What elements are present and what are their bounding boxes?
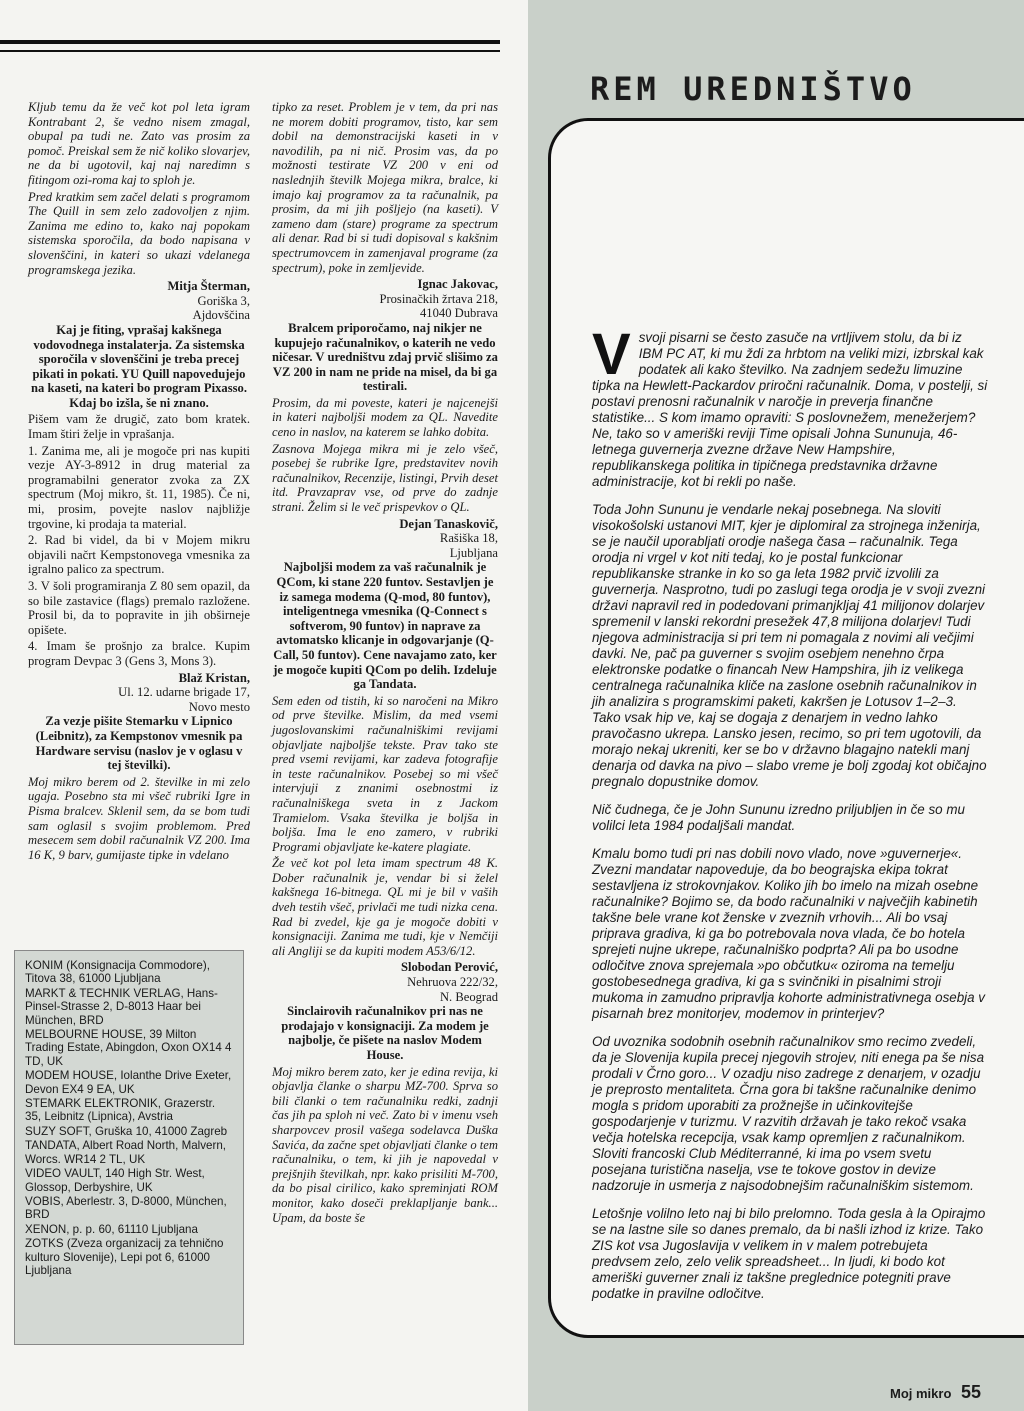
drop-cap: V [592, 322, 631, 387]
editorial-paragraph: Od uvoznika sodobnih osebnih računalnikov smo recimo zvedeli, da je Slovenija kupila precej njegovih strojev, niti enega pa še nisa prodali v Črno goro... V ozadju niso zadrege z denarjem, v ozadju je preprosto mentaliteta. Črna gora bi takšne računalnike denimo mogla s pridom uporabiti za prožnejše in učinkovitejše gospodarjenje v turizmu. V razvitih državah je tako rekoč vsaka večja hotelska recepcija, vsak kamp opremljen z računalnikom. Sloviti francoski Club Méditerranné, ki ima po vsem svetu posejana turistična naselja, vse te tokove gostov in devize nadzoruje in usmerja z najsodobnejšim računalniškim sistemom. [592, 1034, 985, 1193]
address-entry: VIDEO VAULT, 140 High Str. West, Glossop, Derbyshire, UK [25, 1167, 205, 1194]
magazine-name: Moj mikro [890, 1386, 952, 1401]
letter-address: Ul. 12. udarne brigade 17, [118, 685, 250, 700]
address-entry: VOBIS, Aberlestr. 3, D-8000, München, BRD [25, 1194, 227, 1222]
address-entry: MARKT & TECHNIK VERLAG, Hans-Pinsel-Strasse 2, D-8013 Haar bei München, BRD [25, 986, 218, 1027]
letter-signature: Dejan Tanaskovič, [399, 516, 498, 531]
editor-reply: Za vezje pišite Stemarku v Lipnico (Leibnitz), za Kempstonov vmesnik pa Hardware servisu (naslov je v oglasu v tej številki). [35, 714, 243, 773]
letter-paragraph: Prosim, da mi poveste, kateri je najcenejši in kateri najboljši modem za QL. Navedite ceno in naslov, na katerem se lahko dobita. [272, 395, 498, 440]
letter-paragraph: Zasnova Mojega mikra mi je zelo všeč, posebej še rubrike Igre, predstavitev novih računalnikov, Recenzije, listingi, Prvih deset itd. Pravzaprav vse, od prve do zadnje strani. Želim si le več prispevkov o QL. [272, 441, 498, 515]
editorial-paragraph: Nič čudnega, če je John Sununu izredno priljubljen in če so mu volilci leta 1984 podaljšali mandat. [592, 802, 965, 833]
letter-address: Nehruova 222/32, [407, 975, 498, 990]
letter-address: Prosinačkih žrtava 218, [379, 291, 498, 306]
address-entry: MELBOURNE HOUSE, 39 Milton Trading Estate, Abingdon, Oxon OX14 4 TD, UK [25, 1028, 232, 1068]
letter-signature: Slobodan Perović, [400, 960, 498, 975]
letter-paragraph: 2. Rad bi videl, da bi v Mojem mikru objavili načrt Kempstonovega vmesnika za igralno palico za spectrum. [28, 533, 250, 577]
letter-address: Ajdovščina [192, 308, 250, 323]
editor-reply: Kaj je fiting, vprašaj kakšnega vodovodnega instalaterja. Za sistemska sporočila v slovenščini je treba precej pikati in pokati. YU Quill napovedujejo na kaseti, na kateri bo program Pixasso. Kdaj bo izšla, še ni znano. [31, 322, 247, 410]
letter-signature: Mitja Šterman, [167, 279, 250, 294]
letter-paragraph: 3. V šoli programiranja Z 80 sem opazil, da so bile zastavice (flags) premalo razložene. Prosil bi, da to popravite in jih obširneje opišete. [28, 579, 250, 637]
letter-signature: Ignac Jakovac, [417, 277, 498, 292]
letter-paragraph: Že več kot pol leta imam spectrum 48 K. Dober računalnik je, vendar bi si želel kakšnega 16-bitnega. QL mi je bil v vaših dveh testih všeč, privlači me tudi nizka cena. Rad bi zvedel, kje ga je mogoče dobiti v konsignaciji. Zanima me tudi, kje v Nemčiji ali Angliji se da kupiti modem A53/6/12. [272, 856, 498, 958]
editorial-paragraph: Letošnje volilno leto naj bi bilo prelomno. Toda gesla à la Opirajmo se na lastne sile so danes premalo, da bi našli izhod iz krize. Tako ZIS kot vsa Jugoslavija v velikem in v malem potrebujeta predvsem zelo, zelo velik spreadsheet... In ljudi, ki bodo kot ameriški guverner znali iz takšne preglednice potegniti prave podatke in pravilne odločitve. [592, 1206, 986, 1301]
letter-paragraph: Pred kratkim sem začel delati s programom The Quill in sem zelo zadovoljen z njim. Zanima me edino to, kako naj popokam sistemska sporočila, da bodo napisana v slovenščini, in kateri so ukazi vdelanega programskega jezika. [28, 189, 250, 277]
top-rule-thin [0, 50, 500, 52]
editor-reply: Sinclairovih računalnikov pri nas ne prodajajo v konsignaciji. Za modem je najbolje, če pišete na naslov Modem House. [281, 1004, 489, 1062]
letter-signature: Blaž Kristan, [178, 670, 250, 685]
editorial-paragraph: Toda John Sununu je vendarle nekaj posebnega. Na sloviti visokošolski ustanovi MIT, kjer je diplomiral za strojnega inženirja, se je naučil uporabljati orodje našega časa – računalnik. Tega orodja ni vrgel v kot niti tedaj, ko je postal funkcionar republikanske stranke in ko so ga leta 1982 prvič izvolili za guvernerja. Nasprotno, tudi po zaslugi tega orodja je v svoji zvezni državi napravil red in podedovani primanjkljaj 41 milijonov dolarjev spremenil v lanski rekordni presežek 47,8 milijona dolarjev! Tudi njegova administracija si pri tem ni pomagala z novimi ali večjimi davki. Ne, pač pa guverner s svojim osebjem nenehno črpa elektronske podatke o financah New Hampshira, jih iz velikega centralnega računalnika kliče na zaslone osebnih računalnikov in jih analizira s programskimi paketi, kakršen je Lotusov 1–2–3. Tako vsak hip ve, kaj se dogaja z denarjem in vedno lahko pravočasno ukrepa. Lansko jesen, recimo, so pri tem ugotovili, da morajo nekaj ukreniti, ker se bo v državno blagajno natekli manj denarja od davka na pivo – slabo vreme je bolj zgodaj kot običajno pregnalo dopustnike domov. [592, 502, 987, 789]
letters-column-2 [272, 100, 498, 1227]
letter-address: Goriška 3, [197, 293, 250, 308]
section-title: REM UREDNIŠTVO [590, 70, 916, 108]
editorial-paragraph: Kmalu bomo tudi pri nas dobili novo vlado, nove »guvernerje«. Zvezni mandatar napoveduje, da bo beograjska ekipa tokrat sestavljena iz strokovnjakov. Koliko jih bo imelo na mizah osebne računalnike? Bojimo se, da bodo računalniki v največjih kabinetih takšne bele vrane kot ženske v zveznih vrhovih... Ali bo vsaj priprava gradiva, ki ga bo potrebovala nova vlada, če bo hotela sprejeti nujne ukrepe, računalniško podprta? Ali pa bo usodne odločitve znova sprejemala »po občutku« oziroma na temelju gostobesednega gradiva, ki ga s svinčniki in pisalnimi stroji mukoma in zamudno pripravlja kohorte administrativnega osebja v pisarnah brez monitorjev, modemov in printerjev? [592, 846, 985, 1021]
address-entry: XENON, p. p. 60, 61110 Ljubljana [25, 1222, 198, 1236]
address-entry: KONIM (Konsignacija Commodore), Titova 38, 61000 Ljubljana [25, 959, 210, 986]
editor-reply: Bralcem priporočamo, naj nikjer ne kupujejo računalnikov, o katerih ne vedo ničesar. V uredništvu zdaj prvič slišimo za VZ 200 in nam ne pride na misel, da bi ga testirali. [272, 320, 498, 394]
letter-paragraph: 4. Imam še prošnjo za bralce. Kupim program Devpac 3 (Gens 3, Mons 3). [28, 639, 250, 668]
address-entry: STEMARK ELEKTRONIK, Grazerstr. 35, Leibnitz (Lipnica), Avstria [25, 1097, 216, 1124]
letter-paragraph: Pišem vam že drugič, zato bom kratek. Imam štiri želje in vprašanja. [28, 412, 250, 442]
address-box [14, 950, 244, 1345]
letter-address: Rašiška 18, [439, 531, 498, 546]
top-rule [0, 40, 500, 44]
address-entry: TANDATA, Albert Road North, Malvern, Worcs. WR14 2 TL, UK [25, 1139, 227, 1166]
letter-paragraph: Moj mikro berem zato, ker je edina revija, ki objavlja članke o sharpu MZ-700. Sprva so bili članki o tem računalniku redki, zadnji čas jih pa sploh ni več. Zato bi v imenu vseh sharpovcev prosil vašega sodelavca Duška Savića, da začne spet objavljati članke o tem računalniku, o tem, ki jih je napovedal v prejšnjih številkah, npr. kako prisiliti M-700, da bo pisal cirilico, kako spreminjati ROM monitor, kako doseči preklapljanje bank... Upam, da boste še [272, 1064, 498, 1225]
editorial-paragraph [592, 322, 988, 490]
letter-address: N. Beograd [439, 989, 498, 1004]
letter-paragraph: tipko za reset. Problem je v tem, da pri nas ne morem dobiti programov, tisto, kar sem dobil na demonstracijski kaseti in v navodilih, pa ni nič. Prosim vas, da po možnosti testirate VZ 200 v eni od naslednjih številk Mojega mikra, bralce, ki imajo kaj programov za ta računalnik, pa prosim, da mi jih pošljejo (na kaseti). V zameno dam (stare) programe za spectrum ali denar. Rad bi si tudi dopisoval s kakšnim spectrumovcem in zamenjaval programe (za spectrum), poke in zemljevide. [272, 100, 498, 275]
editor-reply: Najboljši modem za vaš računalnik je QCom, ki stane 220 funtov. Sestavljen je iz samega modema (Q-mod, 80 funtov), inteligentnega vmesnika (Q-Connect s softverom, 90 funtov) in naprave za avtomatsko klicanje in odgovarjanje (Q-Call, 50 funtov). Cene navajamo zato, ker je mogoče kupiti QCom po delih. Izdeluje ga Tandata. [273, 560, 497, 692]
editorial-text [592, 322, 988, 1314]
page-footer [890, 1382, 981, 1403]
letter-paragraph: Kljub temu da že več kot pol leta igram Kontrabant 2, še vedno nisem zmagal, obupal pa tudi ne. Zato vas prosim za pomoč. Preiskal sem že nič koliko slovarjev, ne da bi ugotovil, kaj naj naredimn s fitingom ozi-roma kaj to sploh je. [28, 100, 250, 187]
letters-column-1 [28, 100, 250, 864]
address-entry: MODEM HOUSE, Iolanthe Drive Exeter, Devon EX4 9 EA, UK [25, 1069, 232, 1096]
page-number: 55 [961, 1382, 982, 1402]
editorial-lead-text: svoji pisarni se često zasuče na vrtljivem stolu, da bi iz IBM PC AT, ki mu ždi za hrbtom na veliki mizi, izbrskal kak podatek ali kako številko. Na zadnjem sedežu limuzine tipka na Hewlett-Packardov priročni računalnik. Doma, v postelji, si postavi prenosni računalnik v naročje in preverja finančne statistike... S kom imamo opraviti: S poslovnežem, menežerjem? Ne, tako so v ameriški reviji Time opisali Johna Sununuja, 46-letnega guvernerja zvezne države New Hampshire, republikanskega politika in tipičnega predstavnika državne administracije, kot bi rekli po naše. [592, 330, 988, 489]
letter-paragraph: Moj mikro berem od 2. številke in mi zelo ugaja. Posebno sta mi všeč rubriki Igre in Pisma bralcev. Sklenil sem, da se bom tudi sam oglasil s svojim problemom. Pred mesecem sem dobil računalnik VZ 200. Ima 16 K, 9 barv, gumijaste tipke in vdelano [28, 774, 250, 862]
address-entry: ZOTKS (Zveza organizacij za tehnično kulturo Slovenije), Lepi pot 6, 61000 Ljubljana [25, 1237, 224, 1277]
letter-address: 41040 Dubrava [420, 306, 498, 321]
letter-paragraph: Sem eden od tistih, ki so naročeni na Mikro od prve številke. Mislim, da med vsemi jugoslovanskimi računalniškimi revijami objavljate najboljše tekste. Prav tako ste pred vsemi revijami, kar zadeva fotografije in teste računalnikov. Posebej so mi všeč intervjuji z znanimi osebnostmi iz računalniškega sveta in z Jackom Tramielom. Vsaka številka je boljša in boljša. Ima le eno zamero, v rubriki Programi objavljate ke-katere plagiate. [272, 693, 498, 854]
letter-address: Ljubljana [449, 545, 498, 560]
address-entry: SUZY SOFT, Gruška 10, 41000 Zagreb [25, 1124, 228, 1138]
letter-paragraph: 1. Zanima me, ali je mogoče pri nas kupiti vezje AY-3-8912 in drug material za programabilni generator zvoka za ZX spectrum (Moj mikro, št. 11, 1985). Če ni, mi, prosim, povejte naslov najbližje trgovine, ki prodaja ta material. [28, 443, 250, 531]
letter-address: Novo mesto [188, 699, 250, 714]
